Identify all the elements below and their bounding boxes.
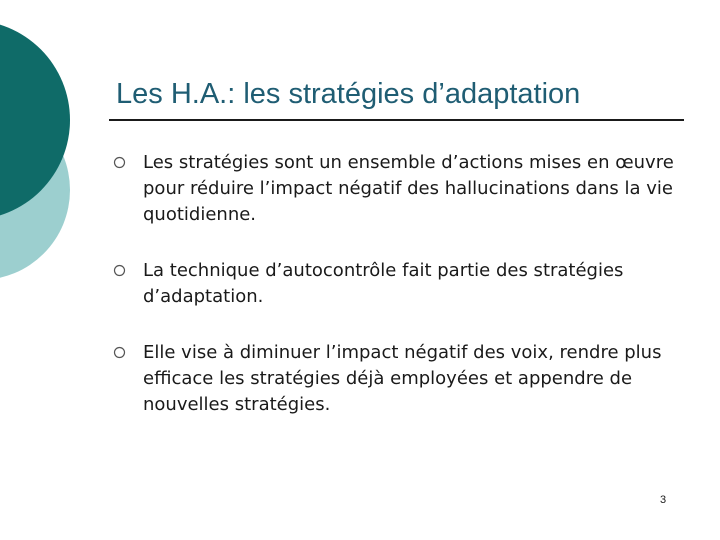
bullet-item: [113, 340, 688, 418]
bullet-text: La technique d’autocontrôle fait partie des stratégies d’adaptation.: [143, 260, 624, 307]
hollow-circle-icon: [113, 346, 126, 359]
bullet-item: [113, 150, 688, 228]
decorative-circles: [0, 0, 120, 300]
bullet-text: Les stratégies sont un ensemble d’actions mises en œuvre pour réduire l’impact négatif des hallucinations dans la vie quotidienne.: [143, 152, 674, 225]
slide-title: Les H.A.: les stratégies d’adaptation: [116, 78, 581, 110]
bullet-text: Elle vise à diminuer l’impact négatif des voix, rendre plus efficace les stratégies déjà employées et appendre de nouvelles stratégies.: [143, 342, 662, 415]
title-divider: [109, 119, 684, 121]
bullet-list: [113, 150, 688, 448]
hollow-circle-icon: [113, 156, 126, 169]
page-number: 3: [660, 494, 667, 506]
bullet-item: [113, 258, 688, 310]
hollow-circle-icon: [113, 264, 126, 277]
